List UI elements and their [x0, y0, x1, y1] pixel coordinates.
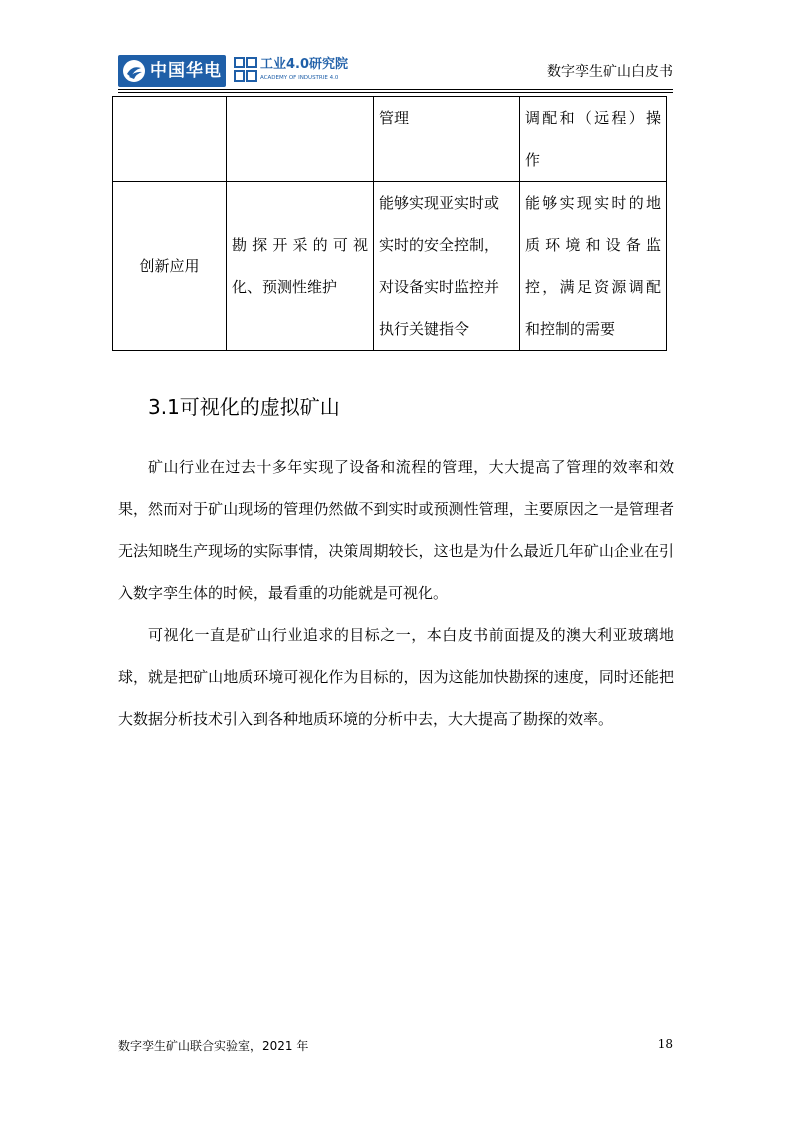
cell-line: 作	[525, 151, 541, 169]
table-cell: 创新应用	[113, 182, 227, 351]
huadian-logo-text: 中国华电	[150, 61, 222, 81]
footer-credit: 数字孪生矿山联合实验室，2021 年	[118, 1039, 309, 1053]
huadian-logo	[118, 55, 226, 87]
page-header	[118, 52, 673, 88]
academy-emblem-icon	[234, 57, 258, 83]
cell-line: 执行关键指令	[379, 320, 470, 338]
requirements-table	[112, 96, 667, 351]
document-title: 数字孪生矿山白皮书	[547, 64, 673, 80]
cell-line: 能够实现亚实时或	[379, 194, 500, 212]
table-cell	[520, 182, 667, 351]
paragraph: 矿山行业在过去十多年实现了设备和流程的管理，大大提高了管理的效率和效果，然而对于矿山现场的管理仍然做不到实时或预测性管理，主要原因之一是管理者无法知晓生产现场的实际事情，决策周期较长，这也是为什么最近几年矿山企业在引入数字孪生体的时候，最看重的功能就是可视化。	[118, 458, 674, 602]
cell-line: 化、预测性维护	[232, 278, 338, 296]
table-cell	[520, 97, 667, 182]
body-text	[118, 446, 674, 740]
table-cell	[374, 97, 520, 182]
academy-logo-title: 工业4.0研究院	[260, 57, 349, 72]
cell-line: 调配和（远程）操	[525, 109, 661, 127]
huadian-emblem-icon	[122, 59, 146, 83]
table-row	[113, 182, 667, 351]
cell-line: 控，满足资源调配	[525, 278, 661, 296]
page-number: 18	[657, 1037, 673, 1051]
cell-line: 管理	[379, 109, 410, 127]
cell-line: 和控制的需要	[525, 320, 616, 338]
cell-line: 质环境和设备监	[525, 236, 661, 254]
header-divider-secondary	[118, 92, 673, 93]
cell-line: 对设备实时监控并	[379, 278, 500, 296]
cell-line: 实时的安全控制，	[379, 236, 500, 254]
cell-line: 能够实现实时的地	[525, 194, 661, 212]
section-heading: 3.1可视化的虚拟矿山	[148, 395, 340, 419]
header-divider	[118, 89, 673, 90]
academy-logo	[234, 55, 349, 87]
table-cell	[227, 182, 374, 351]
table-cell	[227, 97, 374, 182]
cell-line: 勘探开采的可视	[232, 236, 368, 254]
table-cell	[374, 182, 520, 351]
paragraph: 可视化一直是矿山行业追求的目标之一，本白皮书前面提及的澳大利亚玻璃地球，就是把矿山地质环境可视化作为目标的，因为这能加快勘探的速度，同时还能把大数据分析技术引入到各种地质环境的分析中去，大大提高了勘探的效率。	[118, 626, 674, 728]
table-cell	[113, 97, 227, 182]
table-row	[113, 97, 667, 182]
academy-logo-subtitle: ACADEMY OF INDUSTRIE 4.0	[260, 75, 339, 81]
